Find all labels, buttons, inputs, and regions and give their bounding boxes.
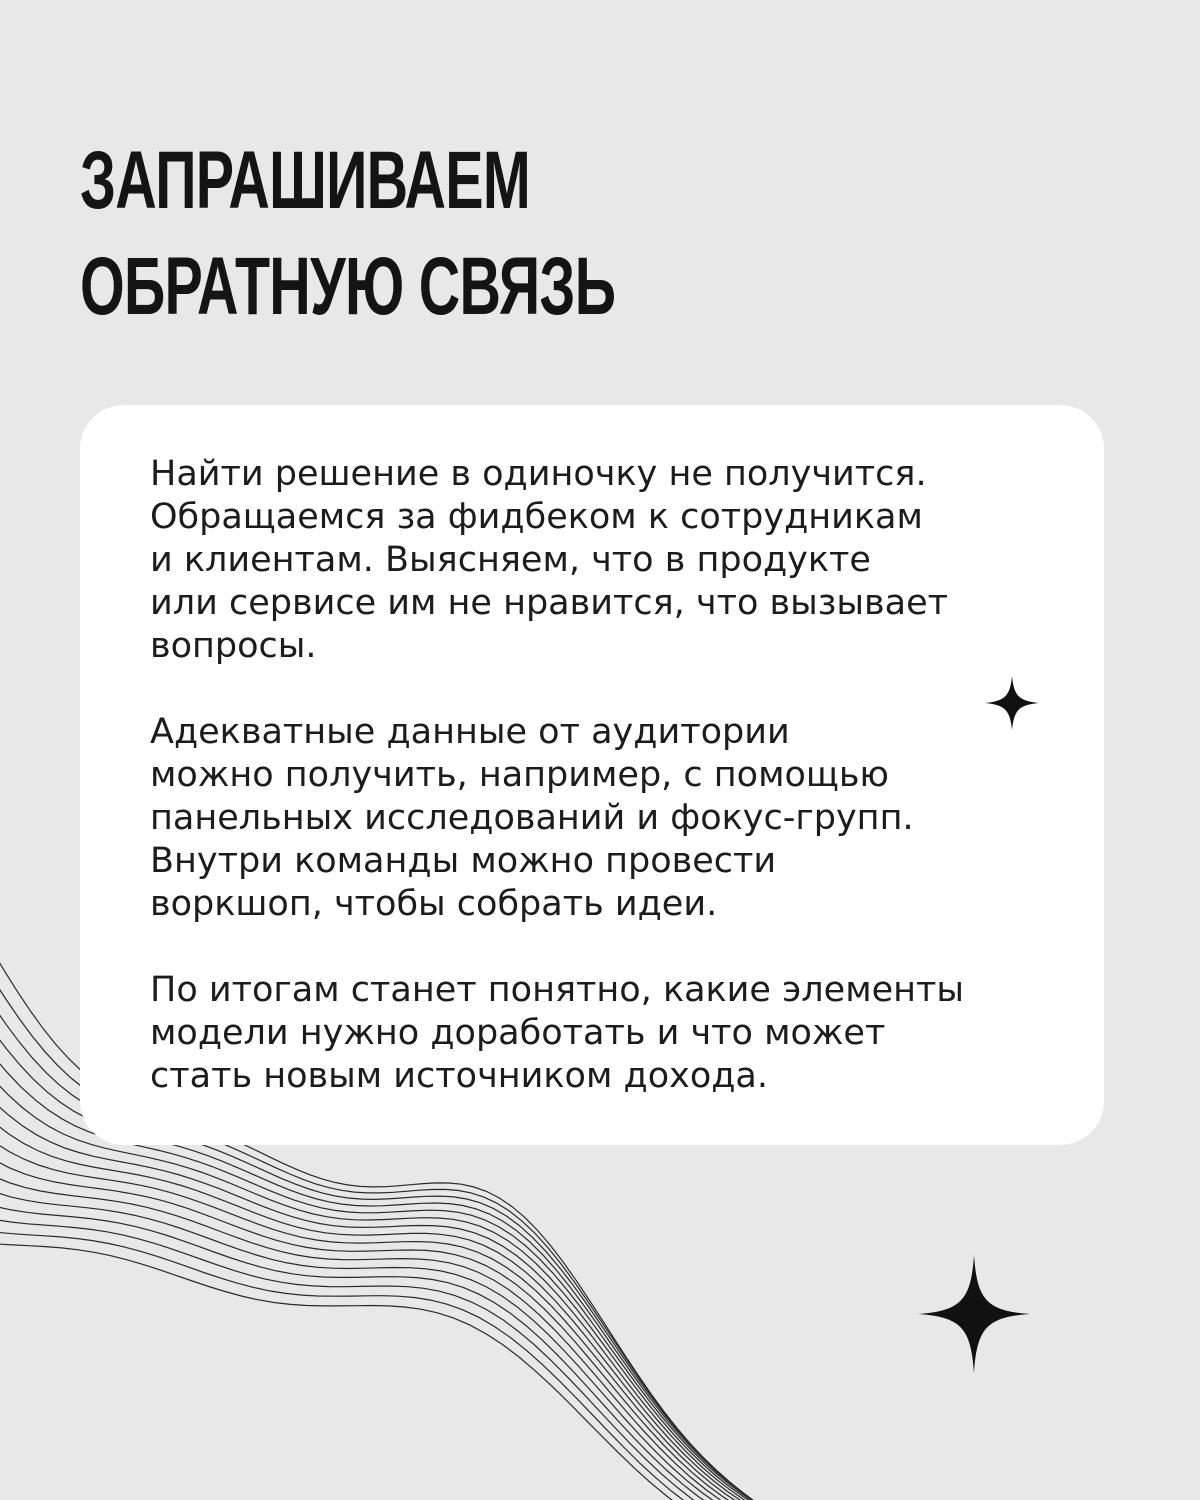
- large-star-icon: [918, 1255, 1030, 1373]
- wave-line: [0, 1131, 857, 1500]
- wave-line: [0, 1216, 931, 1500]
- wave-line: [0, 1088, 828, 1500]
- card-body: [150, 453, 1050, 1098]
- wave-line: [0, 1243, 960, 1500]
- wave-line: [0, 1186, 901, 1500]
- paragraph-3: По итогам станет понятно, какие элементы модели нужно доработать и что может стать новым источником дохода.: [150, 970, 965, 1096]
- page-title: [80, 128, 615, 340]
- paragraph-1: Найти решение в одиночку не получится. Обращаемся за фидбеком к сотрудникам и клиентам. Выясняем, что в продукте или сервисе им не нравится, что вызывает вопросы.: [150, 454, 949, 666]
- title-line-1: ЗАПРАШИВАЕМ: [80, 135, 530, 226]
- title-line-2: ОБРАТНУЮ СВЯЗЬ: [80, 241, 616, 332]
- wave-line: [0, 1110, 843, 1500]
- small-star-icon: [985, 676, 1039, 730]
- paragraph-2: Адекватные данные от аудитории можно получить, например, с помощью панельных исследований и фокус-групп. Внутри команды можно провести воркшоп, чтобы собрать идеи.: [150, 712, 914, 924]
